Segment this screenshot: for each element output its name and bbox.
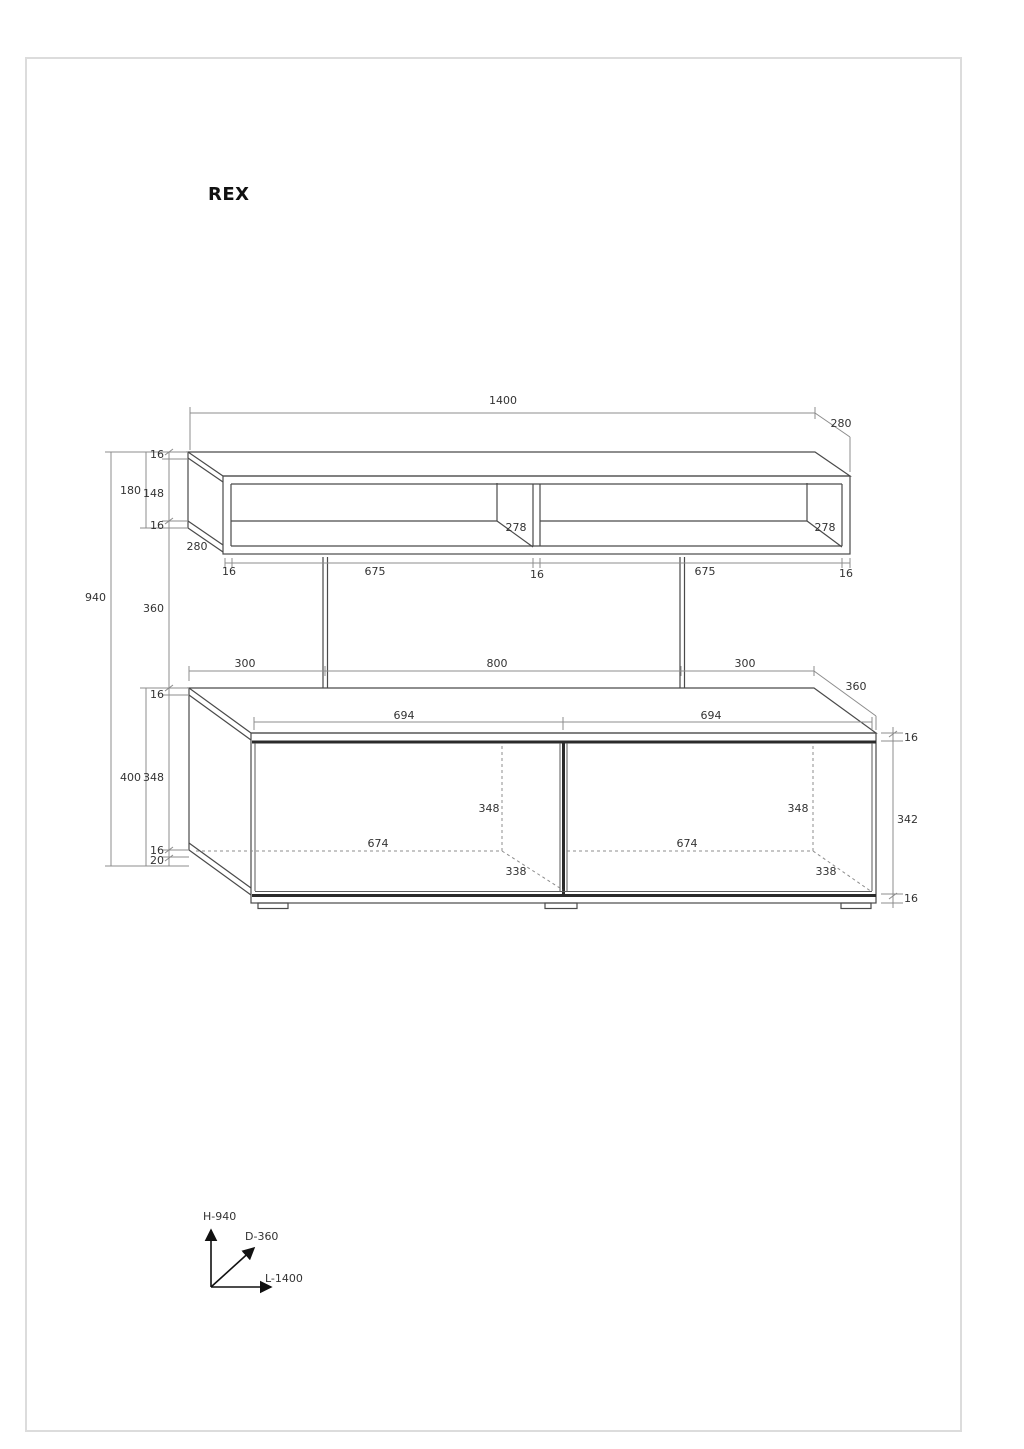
dim-shelf-inner-height: 148 (143, 487, 164, 500)
dim-shelf-bottom-thickness: 16 (150, 519, 164, 532)
dim-wall-gap: 360 (143, 602, 164, 615)
dim-cab-inner-height: 348 (143, 771, 164, 784)
dim-cab-front-top-thickness: 16 (904, 731, 918, 744)
dim-shelf-bay-right: 675 (694, 565, 716, 578)
dim-shelf-divider: 16 (530, 568, 544, 581)
dim-cab-front-bottom-thickness: 16 (904, 892, 918, 905)
dim-shelf-width: 1400 (489, 394, 517, 407)
dim-cab-connector-span: 800 (486, 657, 508, 670)
dim-cab-bottom-thickness: 16 (150, 844, 164, 857)
dim-int-width-right: 674 (676, 837, 698, 850)
dim-shelf-bay-depth-left: 278 (505, 521, 527, 534)
dim-cab-plinth-height: 20 (150, 854, 164, 867)
dim-cab-depth: 360 (845, 680, 867, 693)
dim-cab-height: 400 (120, 771, 141, 784)
dim-shelf-bay-left: 675 (364, 565, 386, 578)
dim-int-height-left: 348 (478, 802, 500, 815)
dim-shelf-bay-depth-right: 278 (814, 521, 836, 534)
dim-shelf-top-thickness: 16 (150, 448, 164, 461)
dim-total-height: 940 (85, 591, 106, 604)
dim-int-depth-left: 338 (505, 865, 527, 878)
dim-cab-offset-left: 300 (234, 657, 256, 670)
drawing-title: REX (208, 184, 250, 205)
cabinet-foot (545, 903, 577, 909)
dim-int-width-left: 674 (367, 837, 389, 850)
axis-height-label: H-940 (203, 1210, 237, 1223)
dim-door-height: 342 (897, 813, 918, 826)
wall-shelf-outline (188, 452, 850, 554)
axis-depth-label: D-360 (245, 1230, 279, 1243)
dim-shelf-depth-front: 280 (186, 540, 208, 553)
dim-door-width-right: 694 (700, 709, 722, 722)
cabinet-outline (189, 688, 876, 909)
dim-door-width-left: 694 (393, 709, 415, 722)
axis-length-label: L-1400 (265, 1272, 303, 1285)
dim-int-depth-right: 338 (815, 865, 837, 878)
cabinet-interior-dashed (196, 746, 872, 892)
dim-shelf-edge-right: 16 (839, 567, 853, 580)
dim-cab-offset-right: 300 (734, 657, 756, 670)
dim-shelf-depth-top: 280 (830, 417, 852, 430)
dim-shelf-height: 180 (120, 484, 141, 497)
dim-shelf-edge-left: 16 (222, 565, 236, 578)
dim-cab-top-thickness: 16 (150, 688, 164, 701)
dim-int-height-right: 348 (787, 802, 809, 815)
cabinet-foot (841, 903, 871, 909)
cabinet-foot (258, 903, 288, 909)
depth-axis-arrow (211, 1248, 254, 1287)
axis-legend (203, 1210, 303, 1287)
